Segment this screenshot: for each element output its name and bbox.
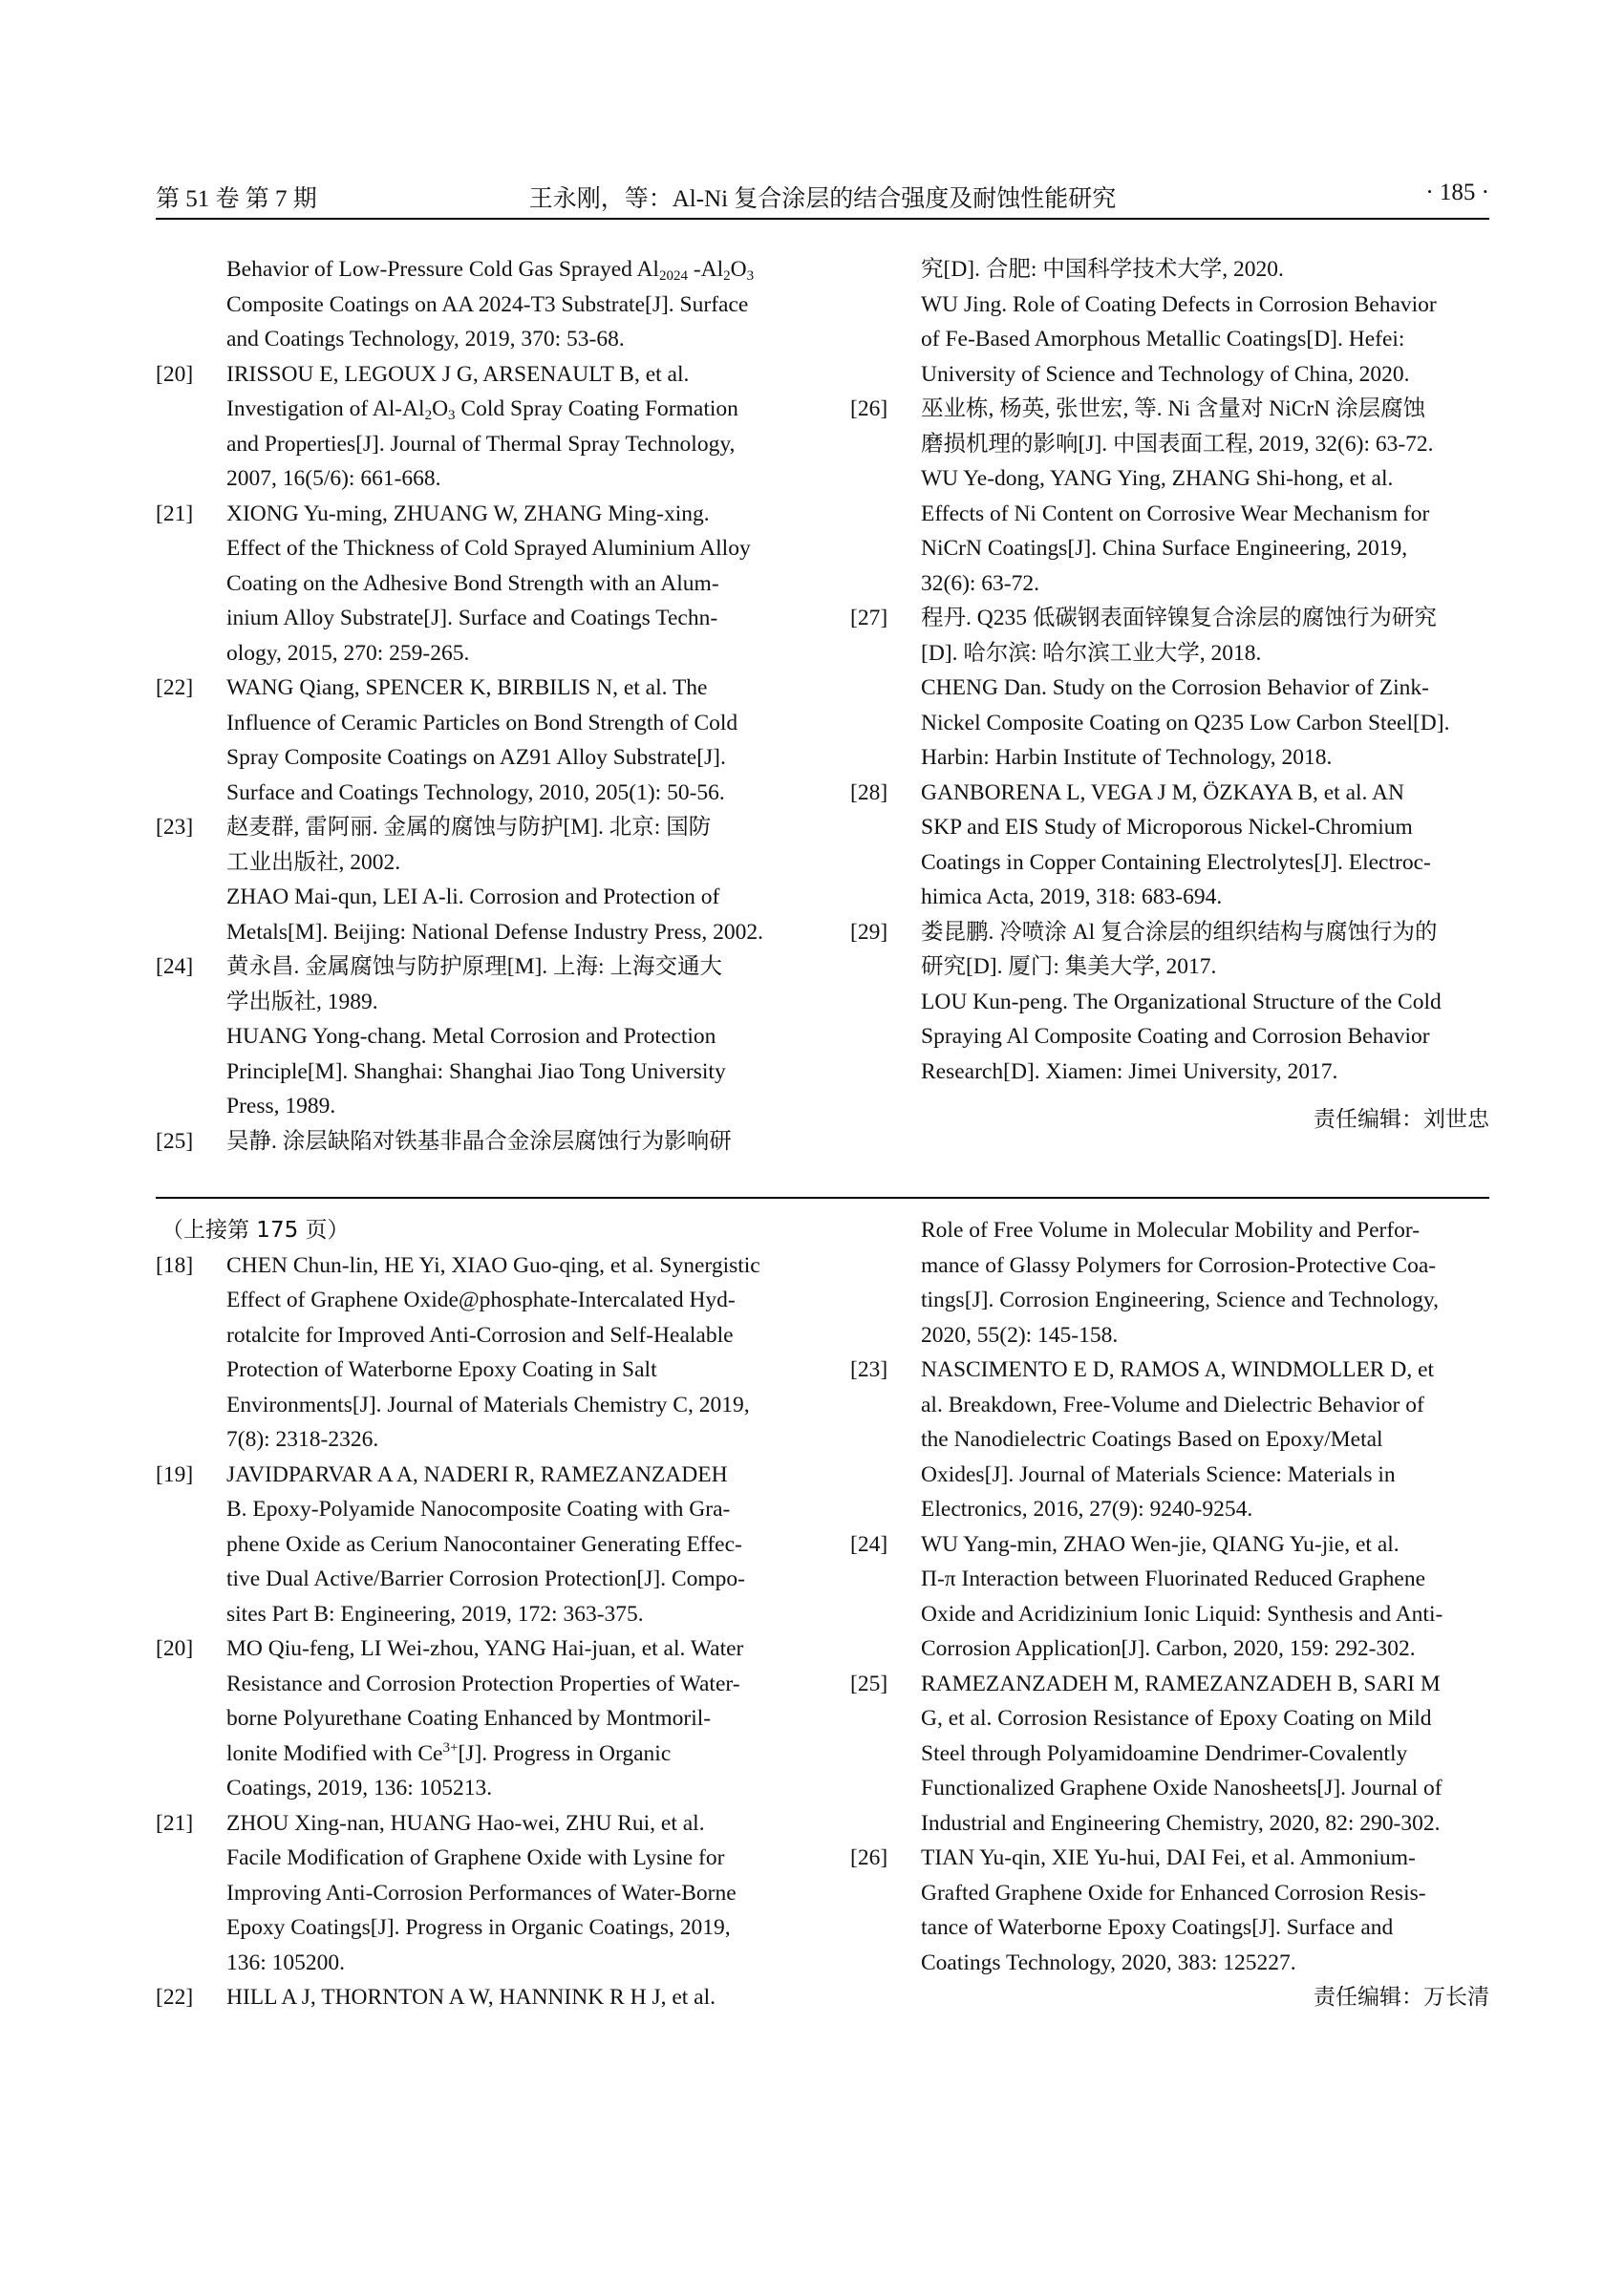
- reference-entry: [850, 1667, 1489, 1842]
- reference-line: Coating on the Adhesive Bond Strength with an Alum-: [226, 570, 719, 596]
- reference-line: Effect of Graphene Oxide@phosphate-Intercalated Hyd-: [226, 1288, 736, 1312]
- reference-line: Epoxy Coatings[J]. Progress in Organic Coatings, 2019,: [226, 1915, 731, 1940]
- continued-from-note: （上接第 175 页）: [161, 1218, 350, 1243]
- reference-line: Surface and Coatings Technology, 2010, 205(1): 50-56.: [226, 779, 725, 805]
- reference-number: [25]: [850, 1671, 888, 1696]
- reference-line: 2007, 16(5/6): 661-668.: [226, 466, 441, 491]
- reference-line: University of Science and Technology of China, 2020.: [921, 361, 1410, 387]
- reference-line: 32(6): 63-72.: [921, 570, 1040, 596]
- running-title: 王永刚，等：Al-Ni 复合涂层的结合强度及耐蚀性能研究: [528, 186, 1117, 212]
- reference-line: SKP and EIS Study of Microporous Nickel-Chromium: [921, 815, 1413, 840]
- reference-line: sites Part B: Engineering, 2019, 172: 363-375.: [226, 1601, 644, 1627]
- reference-number: [27]: [850, 606, 888, 630]
- responsible-editor: 责任编辑：刘世忠: [1314, 1107, 1489, 1132]
- reference-number: [24]: [850, 1531, 888, 1557]
- reference-line: Harbin: Harbin Institute of Technology, 2018.: [921, 745, 1333, 770]
- reference-number: [21]: [156, 1810, 194, 1836]
- top-right-column: [850, 252, 1489, 1138]
- reference-line: Spray Composite Coatings on AZ91 Alloy Substrate[J].: [226, 745, 726, 770]
- reference-line: and Properties[J]. Journal of Thermal Spray Technology,: [226, 431, 736, 457]
- reference-entry: [156, 949, 786, 1124]
- reference-line: Effect of the Thickness of Cold Sprayed Aluminium Alloy: [226, 536, 751, 561]
- reference-line: B. Epoxy-Polyamide Nanocomposite Coating with Gra-: [226, 1497, 731, 1522]
- reference-line: RAMEZANZADEH M, RAMEZANZADEH B, SARI M: [921, 1671, 1441, 1696]
- section-divider: [156, 1197, 1489, 1199]
- reference-line: tance of Waterborne Epoxy Coatings[J]. Surface and: [921, 1915, 1394, 1940]
- reference-continuation: [850, 1213, 1489, 1353]
- reference-number: [20]: [156, 1636, 194, 1661]
- reference-line: Influence of Ceramic Particles on Bond Strength of Cold: [226, 710, 738, 735]
- top-left-column: [156, 252, 786, 1159]
- reference-number: [23]: [850, 1357, 888, 1382]
- reference-number: [22]: [156, 675, 194, 700]
- page-number: · 185 ·: [1425, 180, 1489, 205]
- reference-line: GANBORENA L, VEGA J M, ÖZKAYA B, et al. AN: [921, 779, 1404, 805]
- reference-line: 136: 105200.: [226, 1950, 346, 1975]
- reference-number: [29]: [850, 919, 888, 945]
- reference-line: al. Breakdown, Free-Volume and Dielectric Behavior of: [921, 1392, 1424, 1417]
- reference-line: tive Dual Active/Barrier Corrosion Protection[J]. Compo-: [226, 1566, 746, 1591]
- reference-line: borne Polyurethane Coating Enhanced by Montmoril-: [226, 1706, 712, 1731]
- reference-line: Functionalized Graphene Oxide Nanosheets[J]. Journal of: [921, 1776, 1442, 1801]
- reference-line: Facile Modification of Graphene Oxide with Lysine for: [226, 1845, 725, 1870]
- reference-line: Resistance and Corrosion Protection Properties of Water-: [226, 1671, 740, 1696]
- reference-number: [24]: [156, 954, 194, 979]
- reference-number: [28]: [850, 779, 888, 805]
- reference-line: Spraying Al Composite Coating and Corrosion Behavior: [921, 1024, 1430, 1049]
- reference-number: [22]: [156, 1985, 194, 2010]
- reference-entry: [850, 601, 1489, 776]
- reference-line: IRISSOU E, LEGOUX J G, ARSENAULT B, et al.: [226, 361, 690, 387]
- reference-line: Role of Free Volume in Molecular Mobility and Perfor-: [921, 1218, 1421, 1243]
- reference-entry: [156, 1631, 786, 1806]
- reference-line: Composite Coatings on AA 2024-T3 Substrate[J]. Surface: [226, 291, 749, 317]
- reference-line: Coatings Technology, 2020, 383: 125227.: [921, 1950, 1296, 1975]
- reference-line: Nickel Composite Coating on Q235 Low Carbon Steel[D].: [921, 710, 1450, 735]
- reference-entry: [156, 1980, 786, 2015]
- reference-line: Protection of Waterborne Epoxy Coating in Salt: [226, 1357, 657, 1382]
- reference-line: [D]. 哈尔滨: 哈尔滨工业大学, 2018.: [921, 640, 1262, 666]
- reference-number: [19]: [156, 1461, 194, 1487]
- reference-line: and Coatings Technology, 2019, 370: 53-68.: [226, 327, 625, 352]
- reference-line: 吴静. 涂层缺陷对铁基非晶合金涂层腐蚀行为影响研: [226, 1128, 732, 1154]
- reference-line: 程丹. Q235 低碳钢表面锌镍复合涂层的腐蚀行为研究: [921, 606, 1437, 630]
- reference-number: [18]: [156, 1252, 194, 1278]
- bottom-right-column: [850, 1213, 1489, 2015]
- reference-line: 工业出版社, 2002.: [226, 849, 401, 875]
- reference-entry: [850, 392, 1489, 601]
- responsible-editor: 责任编辑：万长清: [1314, 1985, 1489, 2010]
- reference-line: tings[J]. Corrosion Engineering, Science and Technology,: [921, 1288, 1440, 1312]
- reference-line: lonite Modified with $Ce^{3+}[J]$. Progress in Organic: [226, 1739, 672, 1766]
- reference-number: [23]: [156, 815, 194, 840]
- reference-entry: [850, 1527, 1489, 1667]
- reference-line: mance of Glassy Polymers for Corrosion-Protective Coa-: [921, 1252, 1437, 1278]
- reference-line: JAVIDPARVAR A A, NADERI R, RAMEZANZADEH: [226, 1461, 728, 1487]
- reference-entry: [156, 810, 786, 949]
- reference-line: Press, 1989.: [226, 1094, 336, 1119]
- reference-line: of Fe-Based Amorphous Metallic Coatings[D]. Hefei:: [921, 327, 1405, 352]
- reference-line: 究[D]. 合肥: 中国科学技术大学, 2020.: [921, 257, 1284, 282]
- reference-number: [20]: [156, 361, 194, 387]
- reference-line: Grafted Graphene Oxide for Enhanced Corrosion Resis-: [921, 1880, 1426, 1906]
- reference-line: himica Acta, 2019, 318: 683-694.: [921, 884, 1223, 909]
- reference-line: XIONG Yu-ming, ZHUANG W, ZHANG Ming-xing.: [226, 501, 710, 526]
- reference-line: TIAN Yu-qin, XIE Yu-hui, DAI Fei, et al. Ammonium-: [921, 1845, 1416, 1870]
- reference-line: ZHAO Mai-qun, LEI A-li. Corrosion and Protection of: [226, 884, 720, 909]
- reference-line: HUANG Yong-chang. Metal Corrosion and Protection: [226, 1024, 716, 1049]
- reference-entry: [156, 1458, 786, 1632]
- running-header: [156, 176, 1489, 220]
- reference-entry: [850, 1841, 1489, 1980]
- bottom-left-column: [156, 1213, 786, 2015]
- reference-line: Oxides[J]. Journal of Materials Science: Materials in: [921, 1461, 1396, 1487]
- reference-entry: [156, 1806, 786, 1981]
- reference-entry: [850, 776, 1489, 915]
- reference-line: CHEN Chun-lin, HE Yi, XIAO Guo-qing, et al. Synergistic: [226, 1252, 760, 1278]
- reference-line: phene Oxide as Cerium Nanocontainer Generating Effec-: [226, 1531, 742, 1557]
- reference-line: 磨损机理的影响[J]. 中国表面工程, 2019, 32(6): 63-72.: [921, 431, 1434, 457]
- reference-continuation: [156, 252, 786, 357]
- reference-line: HILL A J, THORNTON A W, HANNINK R H J, et al.: [226, 1985, 716, 2010]
- reference-line: 黄永昌. 金属腐蚀与防护原理[M]. 上海: 上海交通大: [226, 954, 722, 979]
- reference-line: Behavior of Low-Pressure Cold Gas Sprayed $Al_{2024}$ $-Al_2O_3$: [226, 257, 755, 284]
- reference-line: WANG Qiang, SPENCER K, BIRBILIS N, et al. The: [226, 675, 708, 700]
- reference-entry: [850, 1353, 1489, 1527]
- journal-volume-issue: 第 51 卷 第 7 期: [156, 186, 317, 212]
- reference-line: Coatings in Copper Containing Electrolytes[J]. Electroc-: [921, 849, 1431, 875]
- reference-number: [26]: [850, 1845, 888, 1870]
- reference-continuation: [850, 252, 1489, 392]
- reference-entry: [156, 671, 786, 810]
- reference-line: 赵麦群, 雷阿丽. 金属的腐蚀与防护[M]. 北京: 国防: [226, 815, 712, 840]
- reference-number: [25]: [156, 1128, 194, 1154]
- reference-line: Effects of Ni Content on Corrosive Wear Mechanism for: [921, 501, 1430, 526]
- reference-line: 学出版社, 1989.: [226, 989, 378, 1014]
- reference-line: Investigation of $Al-Al_2O_3$ Cold Spray Coating Formation: [226, 396, 738, 423]
- reference-line: Research[D]. Xiamen: Jimei University, 2017.: [921, 1058, 1338, 1084]
- reference-line: WU Jing. Role of Coating Defects in Corrosion Behavior: [921, 291, 1437, 317]
- reference-line: Corrosion Application[J]. Carbon, 2020, 159: 292-302.: [921, 1636, 1416, 1661]
- reference-line: NiCrN Coatings[J]. China Surface Engineering, 2019,: [921, 536, 1408, 561]
- reference-line: Oxide and Acridizinium Ionic Liquid: Synthesis and Anti-: [921, 1601, 1443, 1627]
- reference-line: Π-π Interaction between Fluorinated Reduced Graphene: [921, 1566, 1426, 1591]
- reference-number: [26]: [850, 396, 888, 421]
- reference-line: 2020, 55(2): 145-158.: [921, 1322, 1119, 1348]
- reference-line: CHENG Dan. Study on the Corrosion Behavior of Zink-: [921, 675, 1429, 700]
- reference-line: 巫业栋, 杨英, 张世宏, 等. Ni 含量对 NiCrN 涂层腐蚀: [921, 396, 1426, 421]
- reference-line: the Nanodielectric Coatings Based on Epoxy/Metal: [921, 1427, 1383, 1452]
- reference-line: 7(8): 2318-2326.: [226, 1427, 379, 1452]
- reference-line: Environments[J]. Journal of Materials Chemistry C, 2019,: [226, 1392, 750, 1417]
- reference-line: 研究[D]. 厦门: 集美大学, 2017.: [921, 954, 1217, 979]
- reference-line: WU Yang-min, ZHAO Wen-jie, QIANG Yu-jie, et al.: [921, 1531, 1400, 1557]
- reference-line: Electronics, 2016, 27(9): 9240-9254.: [921, 1497, 1253, 1522]
- reference-line: rotalcite for Improved Anti-Corrosion and Self-Healable: [226, 1322, 734, 1348]
- reference-line: Principle[M]. Shanghai: Shanghai Jiao Tong University: [226, 1058, 726, 1084]
- reference-line: ZHOU Xing-nan, HUANG Hao-wei, ZHU Rui, et al.: [226, 1810, 705, 1836]
- reference-line: ology, 2015, 270: 259-265.: [226, 640, 470, 666]
- reference-entry: [156, 497, 786, 671]
- reference-line: G, et al. Corrosion Resistance of Epoxy Coating on Mild: [921, 1706, 1432, 1731]
- reference-line: LOU Kun-peng. The Organizational Structure of the Cold: [921, 989, 1442, 1014]
- reference-line: MO Qiu-feng, LI Wei-zhou, YANG Hai-juan, et al. Water: [226, 1636, 744, 1661]
- reference-line: Metals[M]. Beijing: National Defense Industry Press, 2002.: [226, 919, 763, 945]
- reference-entry: [850, 915, 1489, 1090]
- reference-line: 娄昆鹏. 冷喷涂 Al 复合涂层的组织结构与腐蚀行为的: [921, 919, 1438, 945]
- reference-line: inium Alloy Substrate[J]. Surface and Coatings Techn-: [226, 606, 718, 630]
- reference-line: NASCIMENTO E D, RAMOS A, WINDMOLLER D, et: [921, 1357, 1435, 1382]
- reference-line: WU Ye-dong, YANG Ying, ZHANG Shi-hong, et al.: [921, 466, 1394, 491]
- reference-number: [21]: [156, 501, 194, 526]
- reference-line: Coatings, 2019, 136: 105213.: [226, 1776, 493, 1801]
- reference-entry: [156, 357, 786, 497]
- reference-line: Industrial and Engineering Chemistry, 2020, 82: 290-302.: [921, 1810, 1441, 1836]
- reference-line: Steel through Polyamidoamine Dendrimer-Covalently: [921, 1740, 1408, 1766]
- reference-entry: [156, 1248, 786, 1458]
- reference-entry: [156, 1124, 786, 1160]
- reference-line: Improving Anti-Corrosion Performances of Water-Borne: [226, 1880, 737, 1906]
